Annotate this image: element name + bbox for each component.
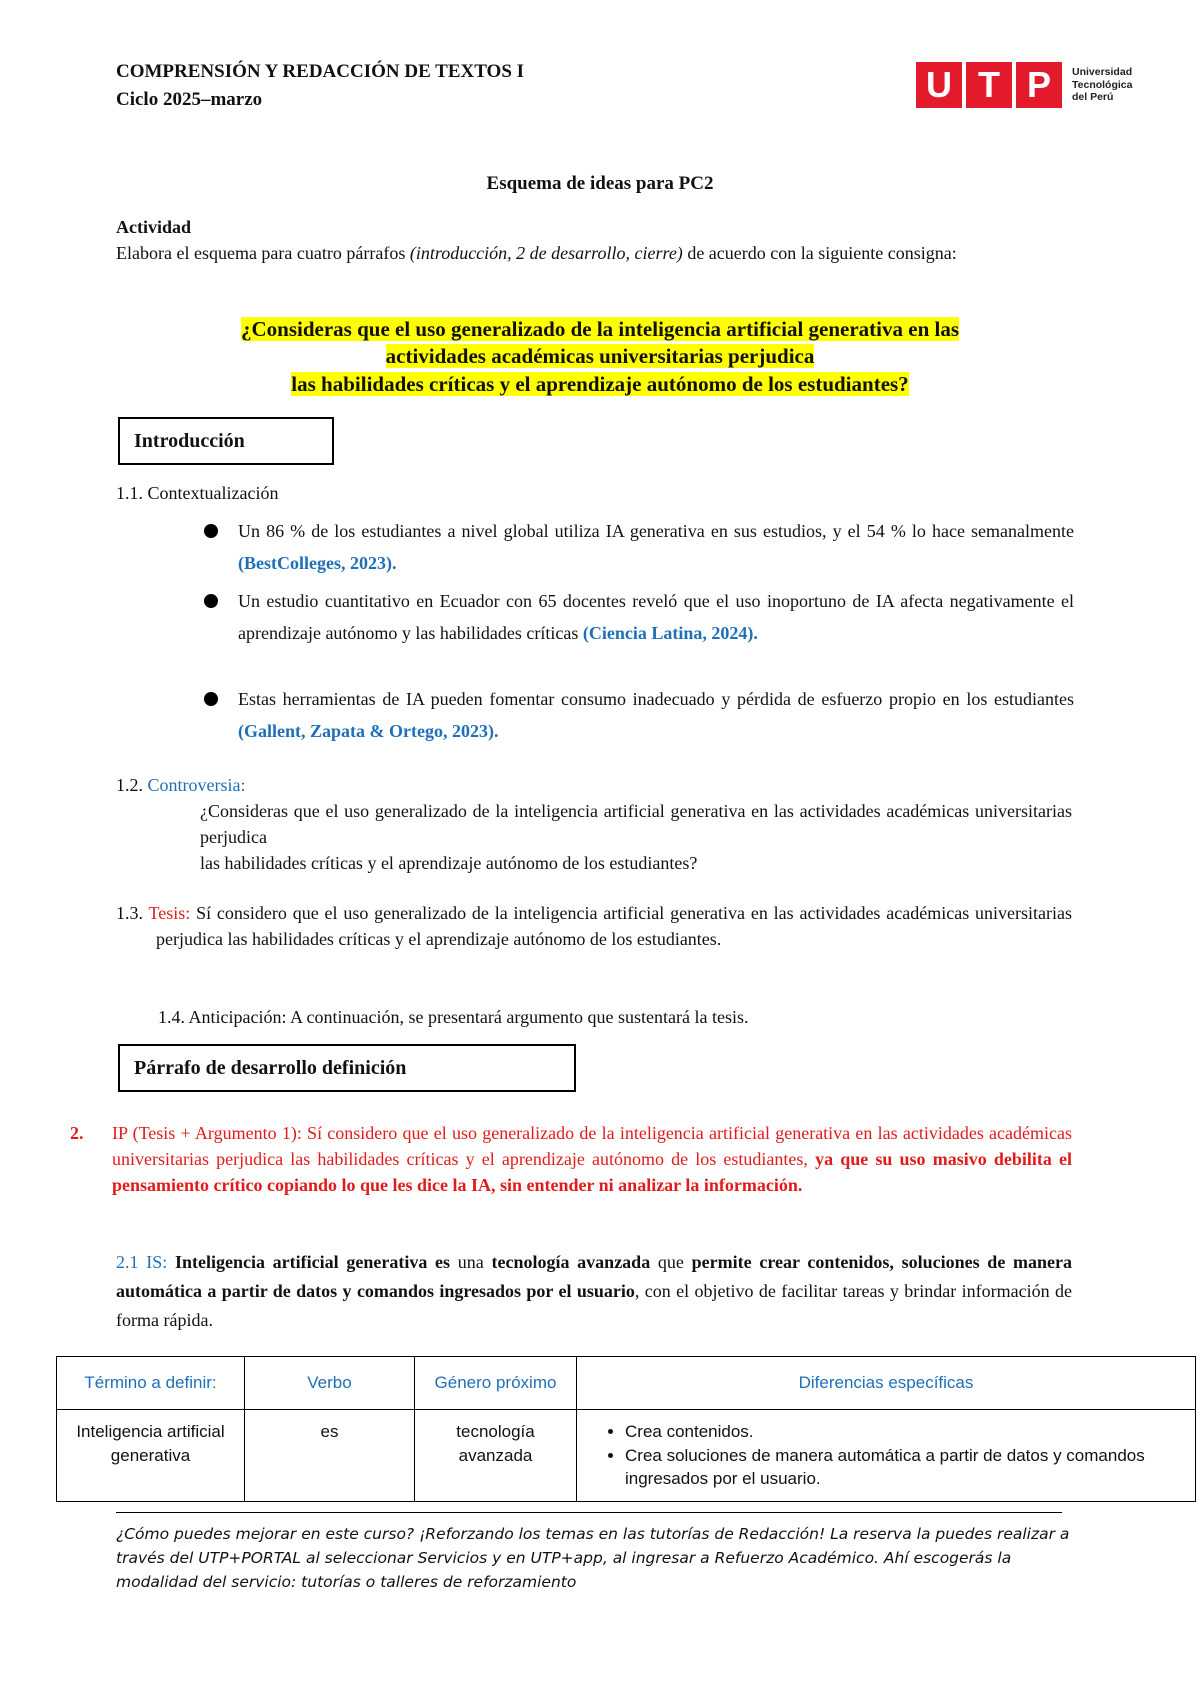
logo-letter-t: T: [966, 62, 1012, 108]
footer-note: ¿Cómo puedes mejorar en este curso? ¡Reforzando los temas en las tutorías de Redacción! La reserva la puedes realizar a través del UTP+PORTAL al seleccionar Servicios y en UTP+app, al ingresar a Refuerzo Académico. Ahí escogerás la modalidad del servicio: tutorías o talleres de reforzamiento: [116, 1525, 1070, 1592]
controversia-label: 1.2. Controversia:: [116, 775, 246, 795]
course-title: COMPRENSIÓN Y REDACCIÓN DE TEXTOS I: [116, 61, 525, 82]
logo-letter-u: U: [916, 62, 962, 108]
difference-item: • Crea soluciones de manera automática a partir de datos y comandos ingresados por el usuario.: [625, 1444, 1187, 1492]
document-title: Esquema de ideas para PC2: [486, 173, 714, 194]
table-cell-genus: tecnología avanzada: [415, 1409, 577, 1501]
table-cell-verb: es: [245, 1409, 415, 1501]
ip-text: IP (Tesis + Argumento 1): Sí considero que el uso generalizado de la inteligencia artificial generativa en las actividades académicas universitarias perjudica las habilidades críticas y el aprendizaje autónomo de los estudiantes, ya que su uso masivo debilita el pensamiento crítico copiando lo que les dice la IA, sin entender ni analizar la información.: [112, 1123, 1072, 1196]
bullet-dot-icon: [204, 524, 218, 538]
table-cell-term: Inteligencia artificial generativa: [57, 1409, 245, 1501]
question-line-3: las habilidades críticas y el aprendizaje autónomo de los estudiantes?: [291, 371, 909, 396]
question-line-1: ¿Consideras que el uso generalizado de la inteligencia artificial generativa en las: [240, 317, 960, 341]
introduction-box: Introducción: [118, 417, 334, 465]
footer-divider: [116, 1512, 1062, 1513]
context-bullet-2: Un estudio cuantitativo en Ecuador con 65 docentes reveló que el uso inoportuno de IA afecta negativamente el aprendizaje autónomo y las habilidades críticas (Ciencia Latina, 2024).: [238, 586, 1074, 649]
controversia-text-2: las habilidades críticas y el aprendizaje autónomo de los estudiantes?: [200, 853, 698, 873]
ip-number: 2.: [70, 1123, 84, 1143]
logo-letter-p: P: [1016, 62, 1062, 108]
question-line-2: actividades académicas universitarias perjudica: [385, 344, 815, 369]
bullet-dot-icon: [204, 692, 218, 706]
is-text: 2.1 IS: Inteligencia artificial generativa es una tecnología avanzada que permite crear contenidos, soluciones de manera automática a partir de datos y comandos ingresados por el usuario, con el objetivo de facilitar tareas y brindar información de forma rápida.: [116, 1252, 1073, 1330]
logo-university-name: Universidad Tecnológica del Perú: [1072, 66, 1133, 104]
table-header-differences: Diferencias específicas: [577, 1357, 1196, 1410]
table-cell-differences: [577, 1409, 1196, 1501]
activity-section: [116, 214, 1072, 266]
table-header-term: Término a definir:: [57, 1357, 245, 1410]
controversia-text: ¿Consideras que el uso generalizado de la inteligencia artificial generativa en las actividades académicas universitarias perjudica: [200, 801, 1072, 848]
context-bullet-1: Un 86 % de los estudiantes a nivel global utiliza IA generativa en sus estudios, y el 54 % lo hace semanalmente (BestColleges, 2023).: [238, 516, 1074, 579]
tesis-text: 1.3. Tesis: Sí considero que el uso generalizado de la inteligencia artificial generativa en las actividades académicas universitarias perjudica las habilidades críticas y el aprendizaje autónomo de los estudiantes.: [116, 903, 1072, 950]
table-header-verb: Verbo: [245, 1357, 415, 1410]
table-header-row: [57, 1357, 1196, 1410]
utp-logo: [916, 62, 1132, 108]
highlighted-question: [120, 316, 1080, 398]
course-cycle: Ciclo 2025–marzo: [116, 88, 263, 110]
bullet-dot-icon: [204, 594, 218, 608]
difference-item: • Crea contenidos.: [625, 1420, 1187, 1444]
activity-heading: Actividad: [116, 217, 192, 237]
development-box: Párrafo de desarrollo definición: [118, 1044, 576, 1092]
table-row: [57, 1409, 1196, 1501]
anticipacion-text: 1.4. Anticipación: A continuación, se presentará argumento que sustentará la tesis.: [158, 1007, 749, 1027]
table-header-genus: Género próximo: [415, 1357, 577, 1410]
activity-instructions: Elabora el esquema para cuatro párrafos (introducción, 2 de desarrollo, cierre) de acuerdo con la siguiente consigna:: [116, 243, 957, 264]
definition-table: [56, 1356, 1196, 1502]
course-header: [116, 58, 524, 113]
context-bullet-3: Estas herramientas de IA pueden fomentar consumo inadecuado y pérdida de esfuerzo propio en los estudiantes (Gallent, Zapata & Ortego, 2023).: [238, 684, 1074, 747]
contextualizacion-label: 1.1. Contextualización: [116, 483, 279, 503]
